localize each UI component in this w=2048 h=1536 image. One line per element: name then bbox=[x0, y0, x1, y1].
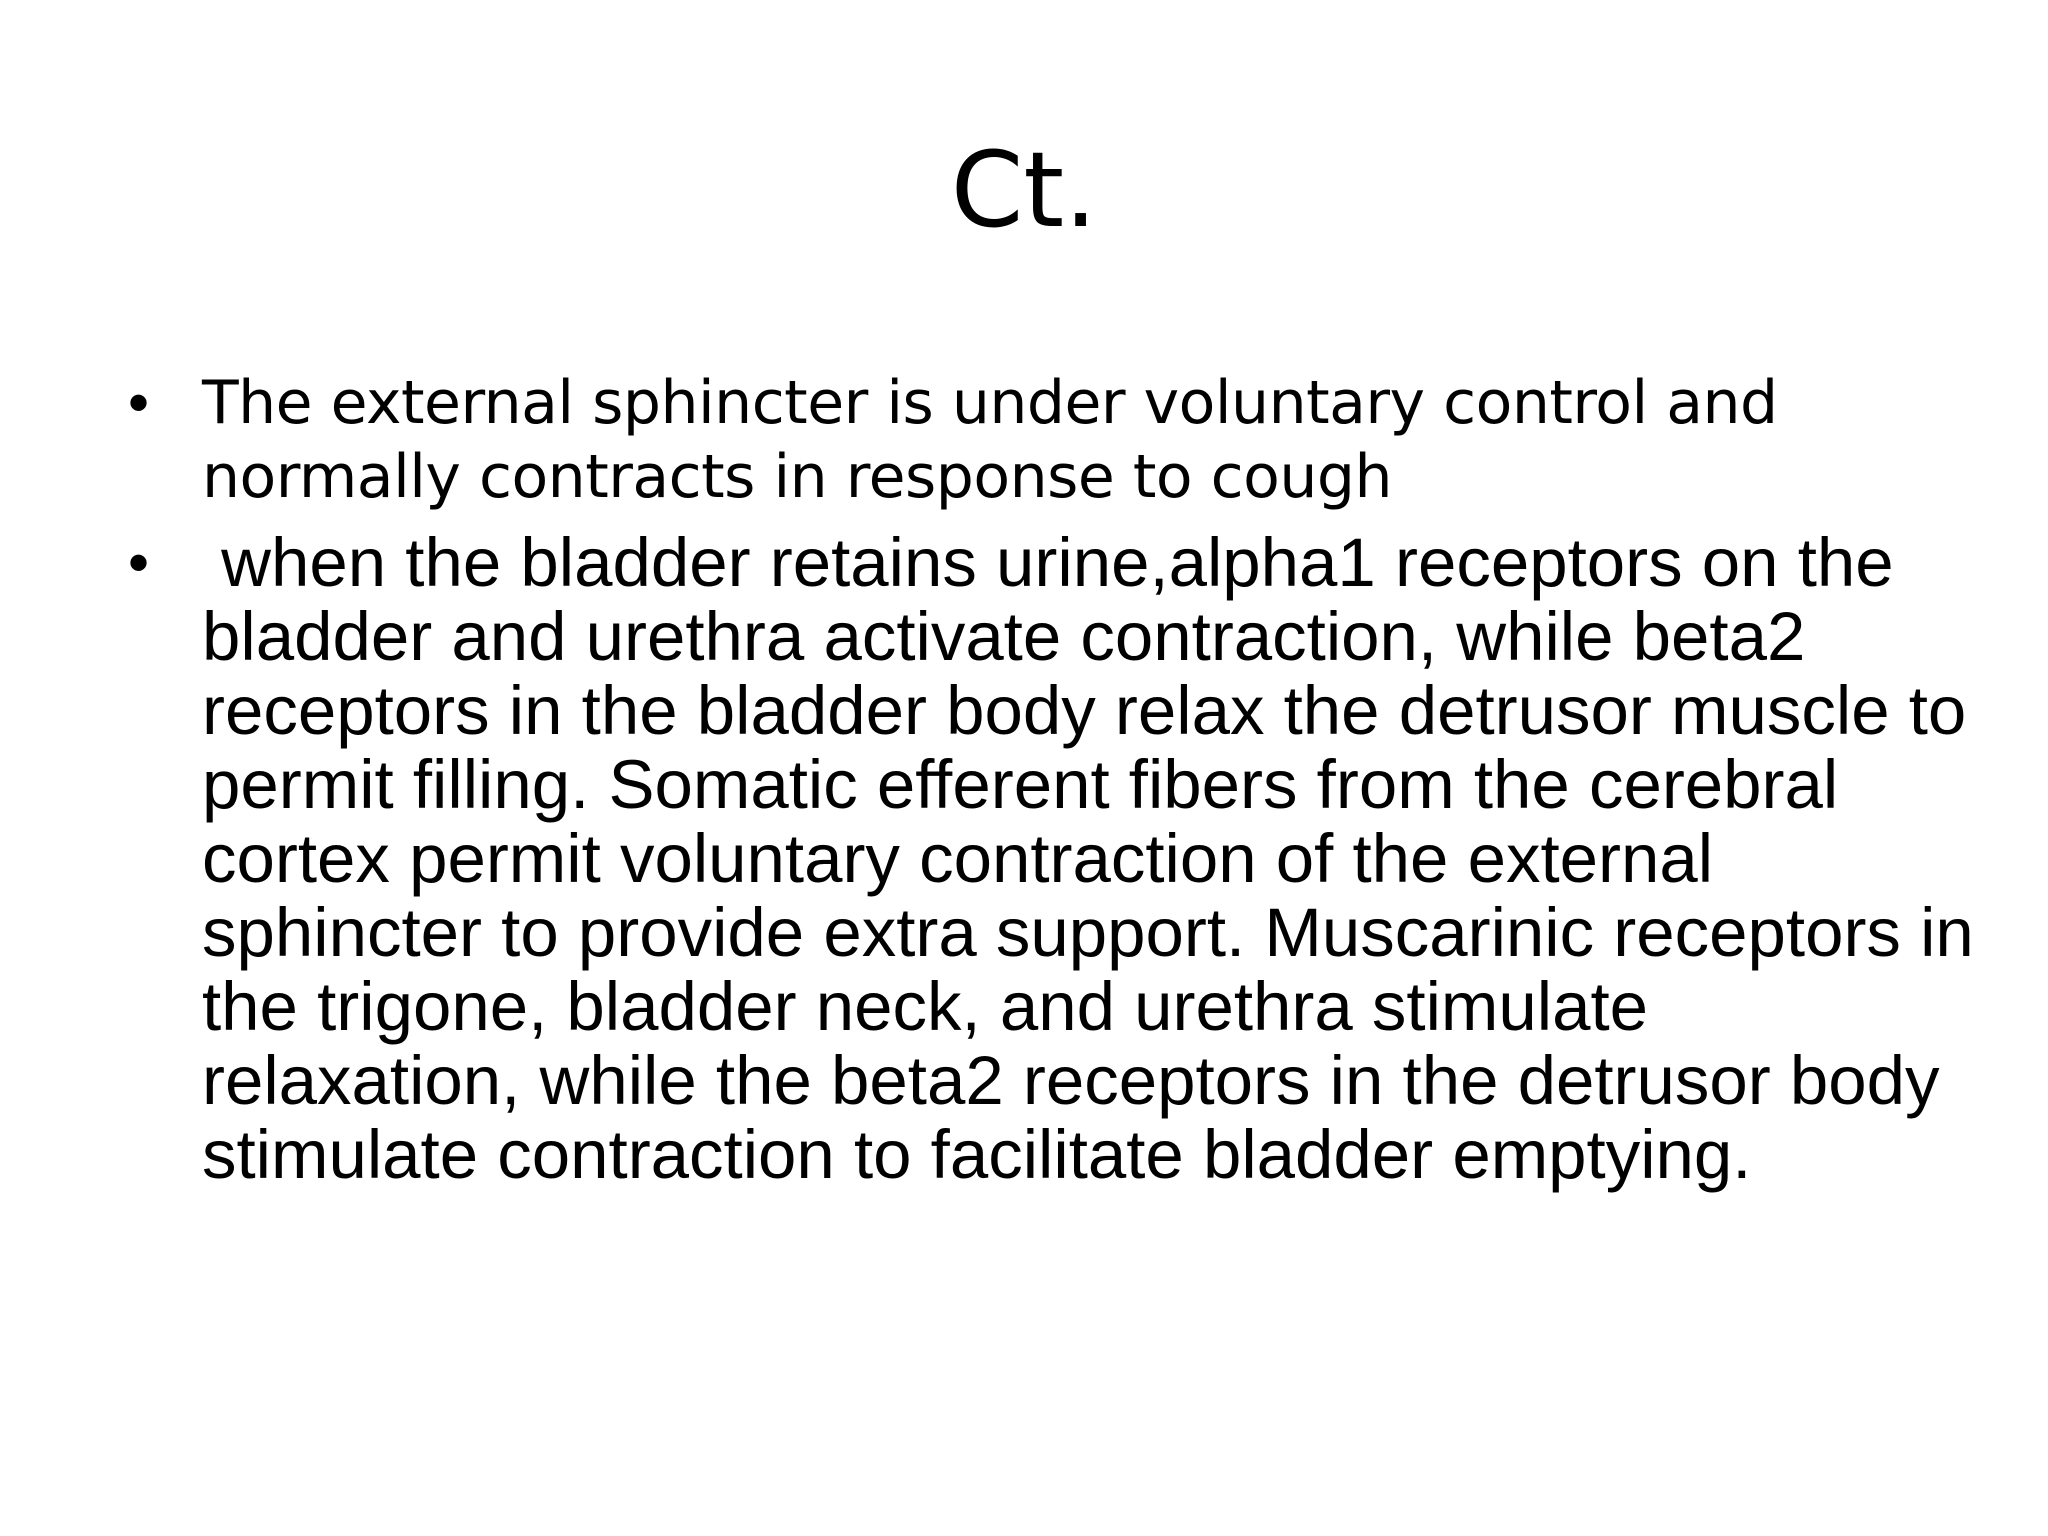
bullet-dot-icon: • bbox=[128, 529, 150, 596]
bullet-list bbox=[120, 366, 1993, 1193]
slide-title: Ct. bbox=[950, 129, 1098, 251]
bullet-text: The external sphincter is under voluntary control and normally contracts in response to cough bbox=[202, 368, 1797, 512]
bullet-text: when the bladder retains urine,alpha1 receptors on the bladder and urethra activate contraction, while beta2 receptors in the bladder body relax the detrusor muscle to permit filling. Somatic efferent fibers from the cerebral cortex permit voluntary contraction of the external sphincter to provide extra support. Muscarinic receptors in the trigone, bladder neck, and urethra stimulate relaxation, while the beta2 receptors in the detrusor body stimulate contraction to facilitate bladder emptying. bbox=[202, 524, 1993, 1193]
bullet-item bbox=[120, 366, 1980, 514]
bullet-item bbox=[120, 524, 1993, 1193]
bullet-dot-icon: • bbox=[128, 369, 149, 436]
